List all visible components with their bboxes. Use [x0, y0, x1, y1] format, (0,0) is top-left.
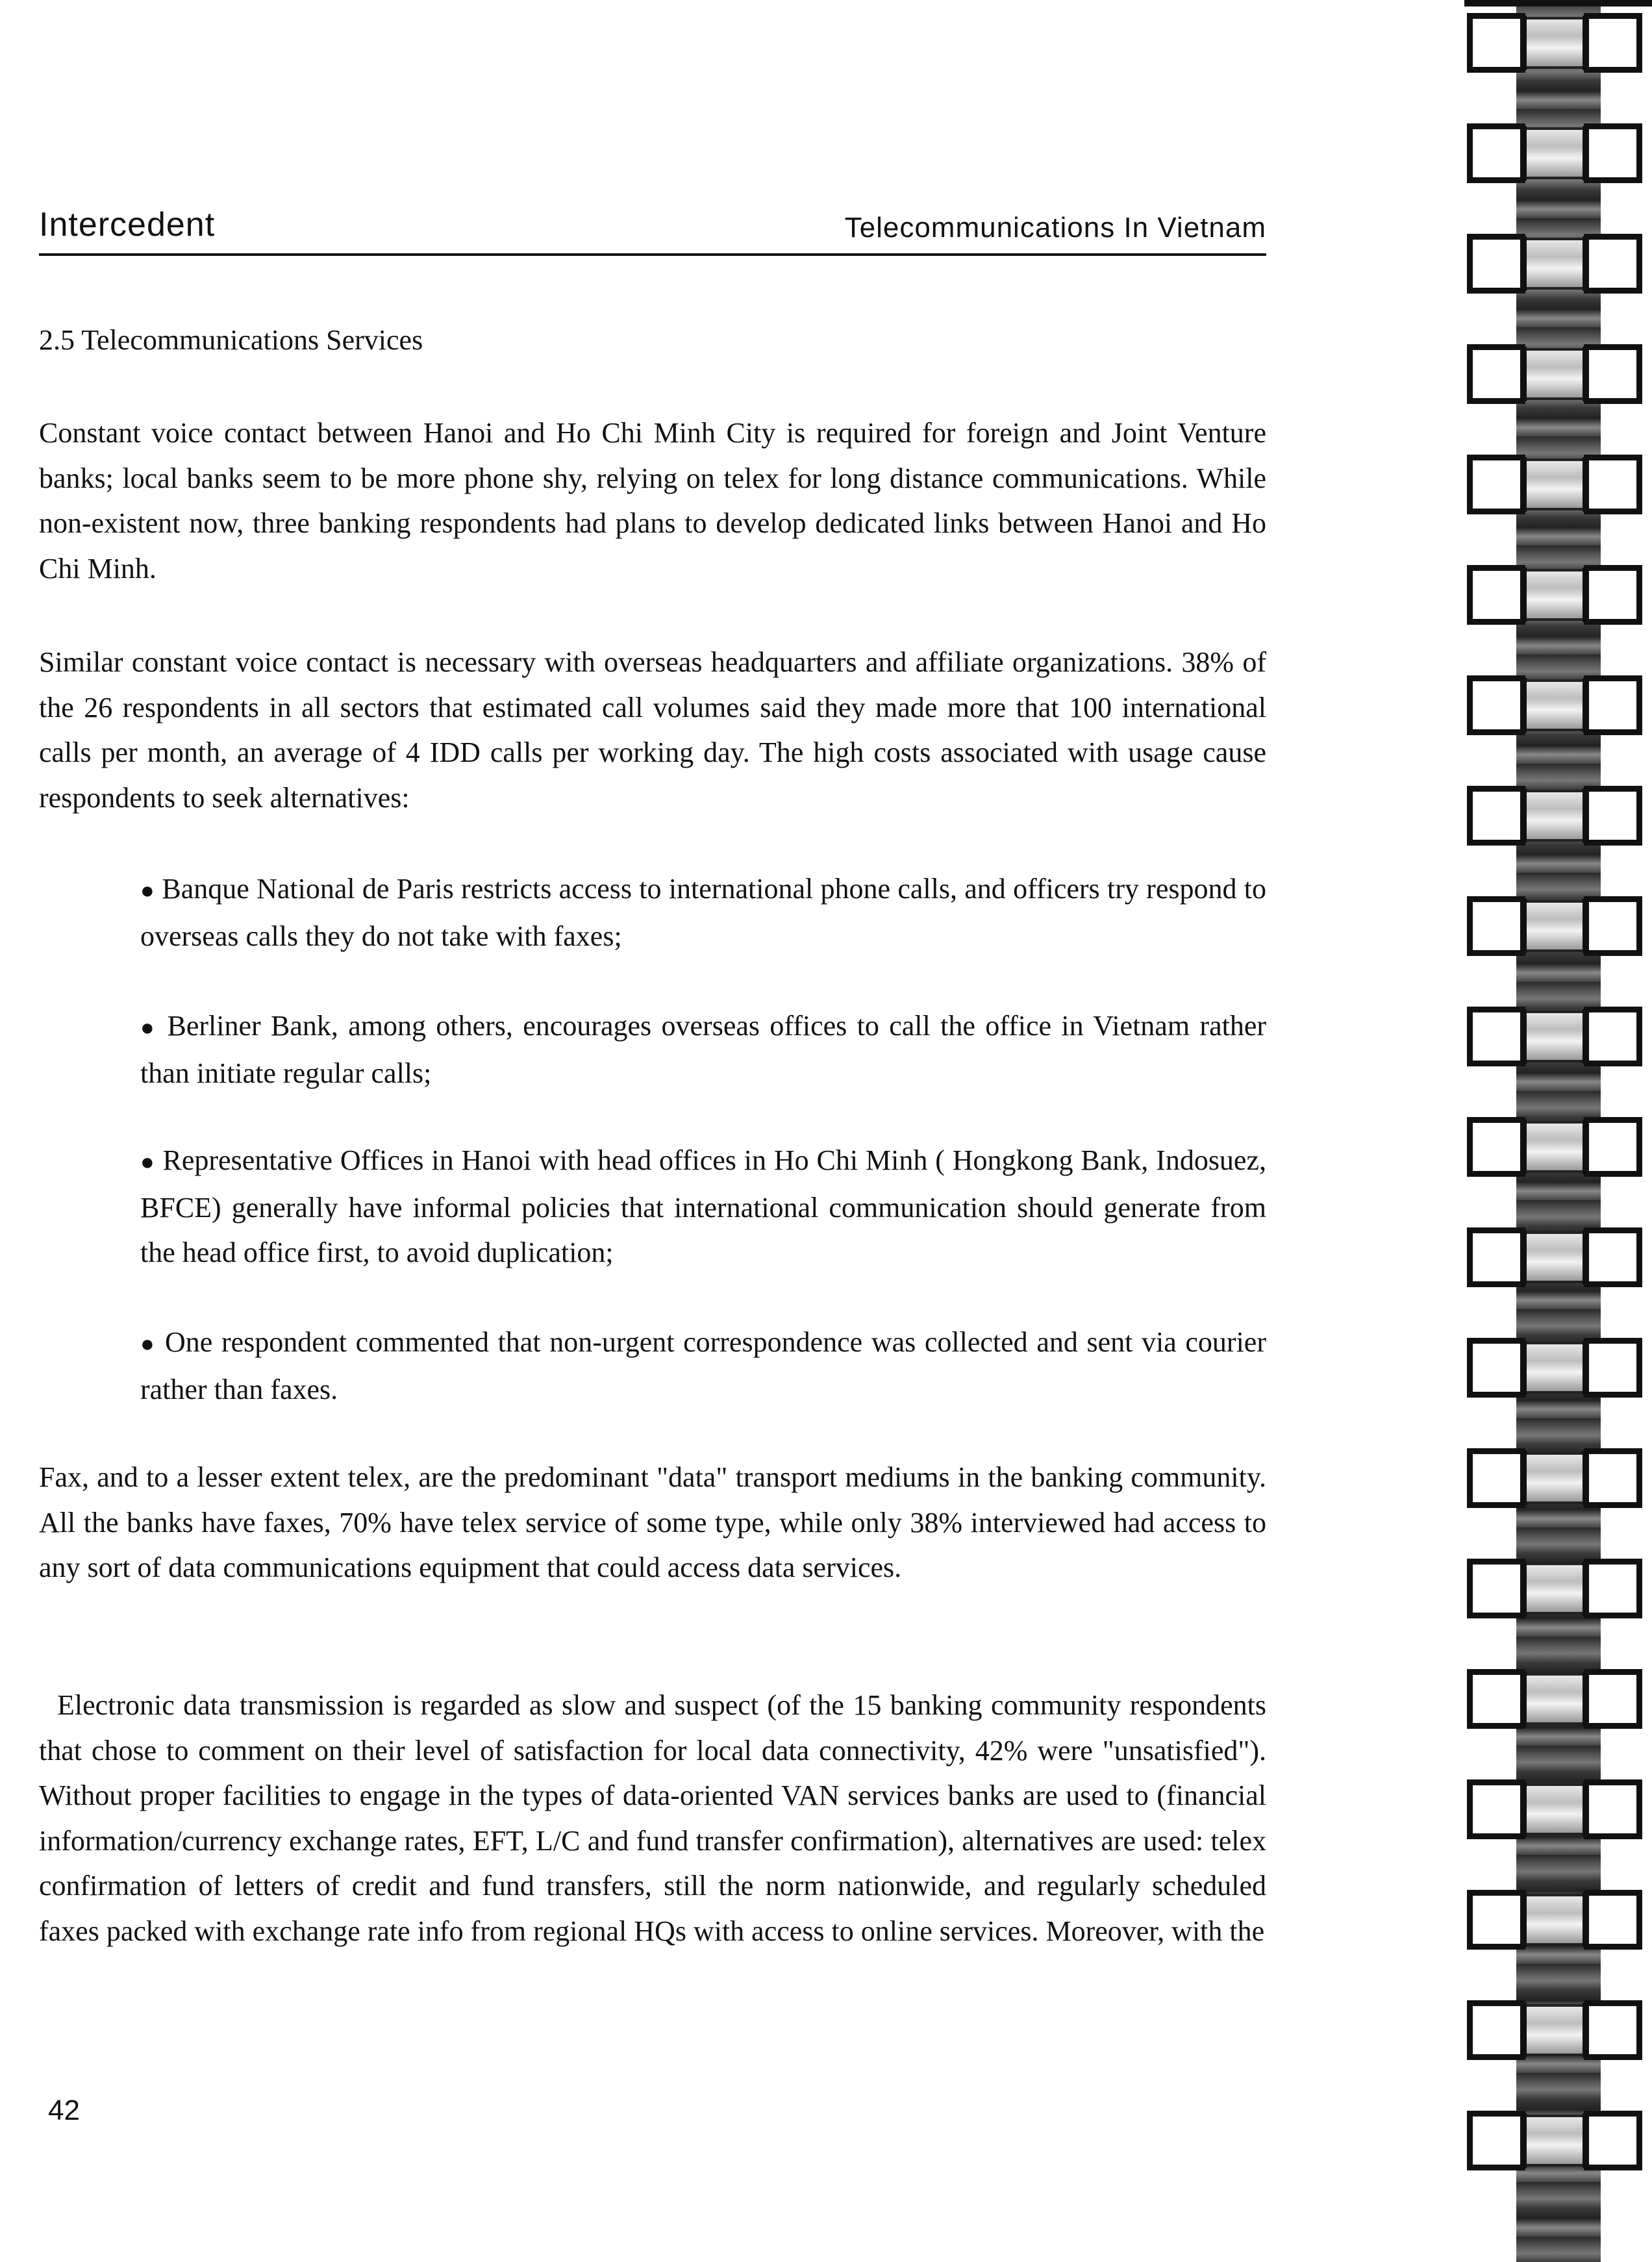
binding-coil [1467, 565, 1642, 625]
bullet-item [140, 866, 1266, 959]
paragraph-overseas-contact: Similar constant voice contact is necessary with overseas headquarters and affiliate organizations. 38% of the 26 respondents in all sectors that estimated call volumes said they made more that 100 international calls per month, an average of 4 IDD calls per working day. The high costs associated with usage cause respondents to seek alternatives: [39, 646, 1266, 814]
binding-coil [1467, 1890, 1642, 1950]
binding-coil [1467, 344, 1642, 404]
bullet-text: One respondent commented that non-urgent correspondence was collected and sent via courier rather than faxes. [140, 1326, 1266, 1405]
bullet-item [140, 1138, 1266, 1276]
spiral-binding [1464, 0, 1652, 2262]
bullet-text: Representative Offices in Hanoi with head offices in Ho Chi Minh ( Hongkong Bank, Indosuez, BFCE) generally have informal policies that international communication should generate from the head office first, to avoid duplication; [140, 1144, 1266, 1268]
binding-coil [1467, 234, 1642, 294]
header-report-title: Telecommunications In Vietnam [844, 212, 1266, 244]
binding-coil [1467, 1338, 1642, 1398]
binding-coil [1467, 896, 1642, 956]
binding-edge [1464, 0, 1652, 6]
paragraph-fax-telex: Fax, and to a lesser extent telex, are the predominant "data" transport mediums in the banking community. All the banks have faxes, 70% have telex service of some type, while only 38% interviewed had access to any sort of data communications equipment that could access data services. [39, 1461, 1266, 1583]
bullet-icon: ● [140, 1331, 156, 1357]
header-company: Intercedent [39, 206, 216, 244]
binding-coil [1467, 455, 1642, 514]
binding-coil [1467, 675, 1642, 735]
binding-coil [1467, 1227, 1642, 1287]
bullet-text: Banque National de Paris restricts access to international phone calls, and officers try respond to overseas calls they do not take with faxes; [140, 873, 1267, 952]
bullet-text: Berliner Bank, among others, encourages overseas offices to call the office in Vietnam rather than initiate regular calls; [140, 1010, 1267, 1089]
bullet-icon: ● [140, 1149, 155, 1175]
binding-coil [1467, 1669, 1642, 1729]
bullet-icon: ● [140, 877, 155, 903]
page-number: 42 [48, 2094, 80, 2126]
binding-coil [1467, 2000, 1642, 2060]
running-header [39, 195, 1266, 256]
binding-coil [1467, 786, 1642, 846]
binding-coil [1467, 2111, 1642, 2170]
section-title: 2.5 Telecommunications Services [39, 324, 423, 356]
binding-coil [1467, 1448, 1642, 1508]
binding-coil [1467, 1559, 1642, 1618]
paragraph-voice-contact: Constant voice contact between Hanoi and Ho Chi Minh City is required for foreign and Joint Venture banks; local banks seem to be more phone shy, relying on telex for long distance communications. While non-existent now, three banking respondents had plans to develop dedicated links between Hanoi and Ho Chi Minh. [39, 417, 1266, 584]
bullet-icon: ● [140, 1014, 158, 1040]
binding-coil [1467, 1117, 1642, 1177]
bullet-item [140, 1003, 1266, 1096]
binding-coil [1467, 123, 1642, 183]
binding-coil [1467, 1779, 1642, 1839]
binding-coil [1467, 1007, 1642, 1066]
bullet-item [140, 1320, 1266, 1412]
binding-coil [1467, 13, 1642, 73]
paragraph-electronic-data: Electronic data transmission is regarded as slow and suspect (of the 15 banking community respondents that chose to comment on their level of satisfaction for local data connectivity, 42% were "unsatisfied"). Without proper facilities to engage in the types of data-oriented VAN services banks are used to (financial information/currency exchange rates, EFT, L/C and fund transfer confirmation), alternatives are used: telex confirmation of letters of credit and fund transfers, still the norm nationwide, and regularly scheduled faxes packed with exchange rate info from regional HQs with access to online services. Moreover, with the [39, 1689, 1266, 1947]
